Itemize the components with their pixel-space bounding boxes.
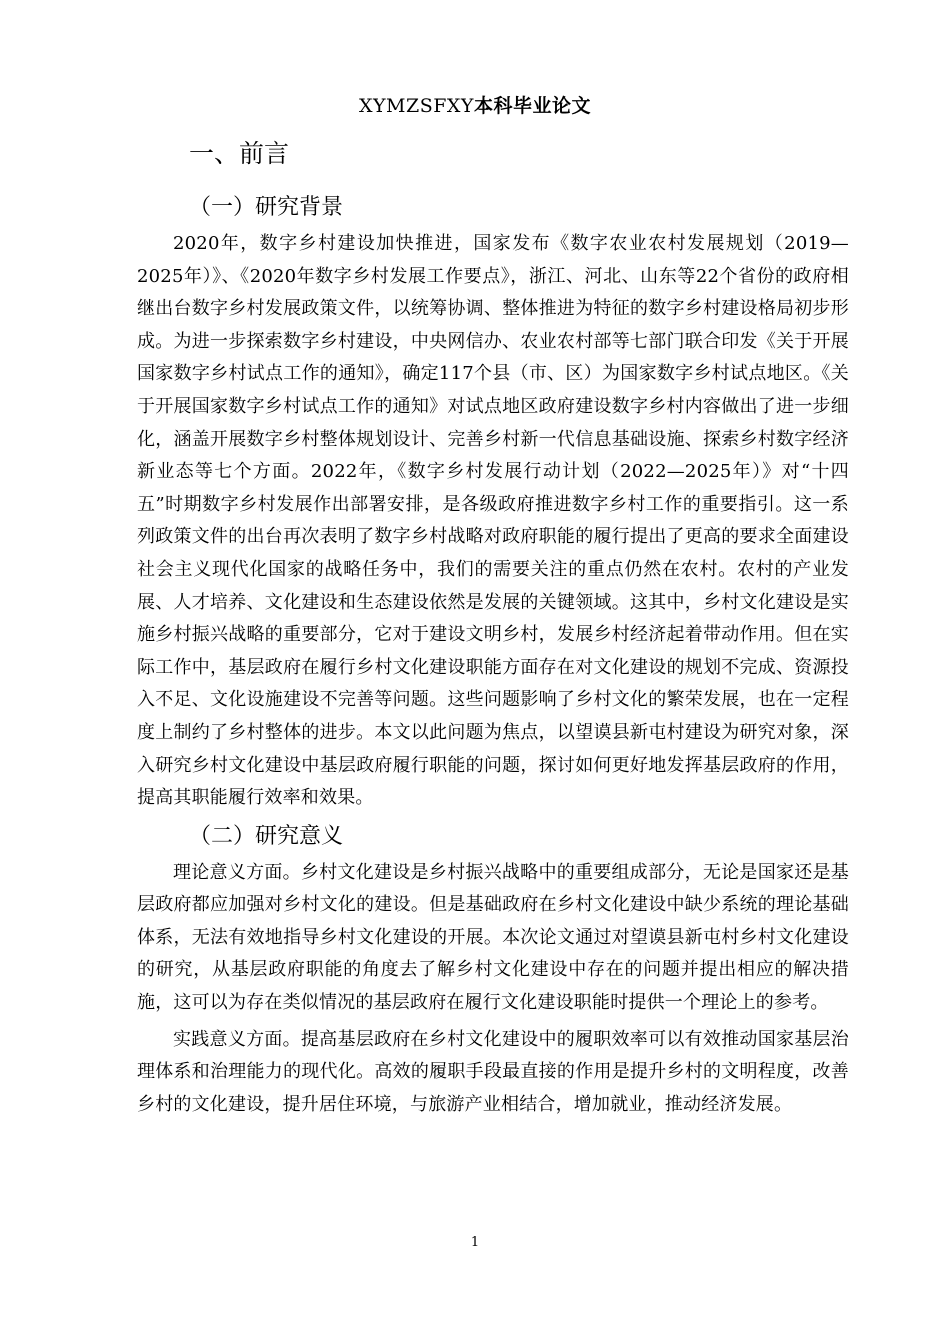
subsection-heading-significance: （二）研究意义	[189, 823, 344, 849]
header-code: XYMZSFXY	[358, 95, 474, 117]
page-number: 1	[470, 1235, 480, 1250]
paragraph-practical-significance: 实践意义方面。提高基层政府在乡村文化建设中的履职效率可以有效推动国家基层治理体系和治理能力的现代化。高效的履职手段最直接的作用是提升乡村的文明程度，改善乡村的文化建设，提升居住环境，与旅游产业相结合，增加就业，推动经济发展。	[137, 1028, 849, 1115]
document-body	[137, 134, 849, 1121]
section-heading: 一、前言	[189, 139, 290, 168]
header-title: 本科毕业论文	[473, 95, 591, 117]
paragraph-background: 2020年，数字乡村建设加快推进，国家发布《数字农业农村发展规划（2019—2025年）》、《2020年数字乡村发展工作要点》，浙江、河北、山东等22个省份的政府相继出台数字乡村发展政策文件，以统筹协调、整体推进为特征的数字乡村建设格局初步形成。为进一步探索数字乡村建设，中央网信办、农业农村部等七部门联合印发《关于开展国家数字乡村试点工作的通知》，确定117个县（市、区）为国家数字乡村试点地区。《关于开展国家数字乡村试点工作的通知》对试点地区政府建设数字乡村内容做出了进一步细化，涵盖开展数字乡村整体规划设计、完善乡村新一代信息基础设施、探索乡村数字经济新业态等七个方面。2022年，《数字乡村发展行动计划（2022—2025年）》对“十四五”时期数字乡村发展作出部署安排，是各级政府推进数字乡村工作的重要指引。这一系列政策文件的出台再次表明了数字乡村战略对政府职能的履行提出了更高的要求全面建设社会主义现代化国家的战略任务中，我们的需要关注的重点仍然在农村。农村的产业发展、人才培养、文化建设和生态建设依然是发展的关键领域。这其中，乡村文化建设是实施乡村振兴战略的重要部分，它对于建设文明乡村，发展乡村经济起着带动作用。但在实际工作中，基层政府在履行乡村文化建设职能方面存在对文化建设的规划不完成、资源投入不足、文化设施建设不完善等问题。这些问题影响了乡村文化的繁荣发展，也在一定程度上制约了乡村整体的进步。本文以此问题为焦点，以望谟县新屯村建设为研究对象，深入研究乡村文化建设中基层政府履行职能的问题，探讨如何更好地发挥基层政府的作用，提高其职能履行效率和效果。	[137, 233, 849, 809]
paragraph-theoretical-significance: 理论意义方面。乡村文化建设是乡村振兴战略中的重要组成部分，无论是国家还是基层政府都应加强对乡村文化的建设。但是基础政府在乡村文化建设中缺少系统的理论基础体系，无法有效地指导乡村文化建设的开展。本次论文通过对望谟县新屯村乡村文化建设的研究，从基层政府职能的角度去了解乡村文化建设中存在的问题并提出相应的解决措施，这可以为存在类似情况的基层政府在履行文化建设职能时提供一个理论上的参考。	[137, 861, 849, 1014]
running-header	[0, 92, 950, 120]
subsection-heading-background: （一）研究背景	[189, 195, 344, 220]
